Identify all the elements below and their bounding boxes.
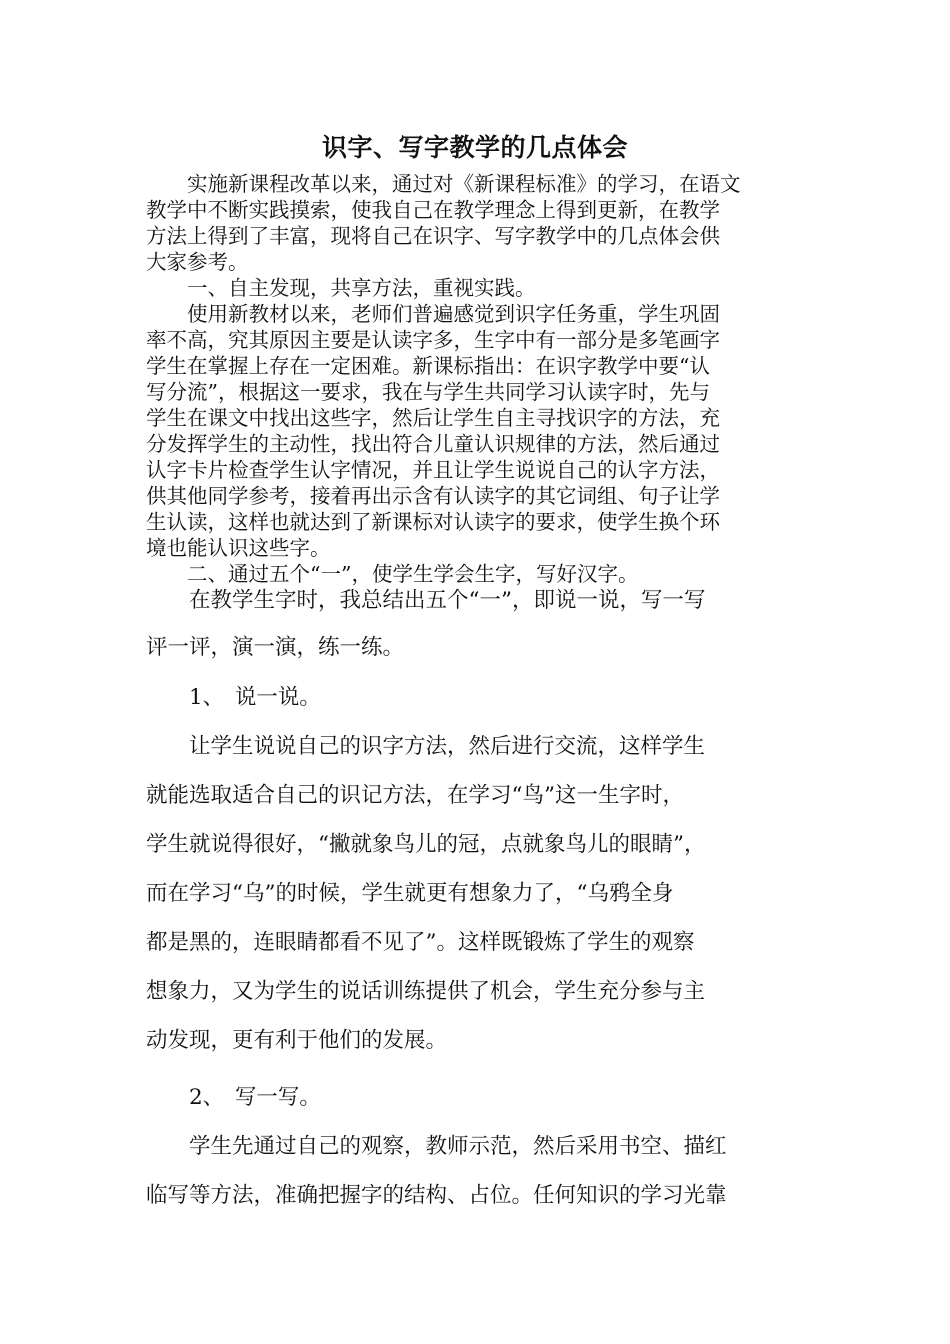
- document-title: 识字、写字教学的几点体会: [321, 133, 628, 162]
- paragraph-line: 率不高，究其原因主要是认读字多，生字中有一部分是多笔画字: [146, 328, 720, 352]
- section-heading-1: 一、自主发现，共享方法，重视实践。: [146, 276, 536, 300]
- subsection-heading-1: 1、 说一说。: [146, 685, 321, 710]
- paragraph-line: 评一评，演一演，练一练。: [146, 635, 405, 660]
- paragraph-line: 临写等方法，准确把握字的结构、占位。任何知识的学习光靠: [146, 1183, 727, 1208]
- paragraph-line: 大家参考。: [146, 250, 249, 274]
- paragraph-line: 境也能认识这些字。: [146, 536, 331, 560]
- paragraph-line: 学生在课文中找出这些字，然后让学生自主寻找识字的方法，充: [146, 406, 720, 430]
- paragraph-line: 认字卡片检查学生认字情况，并且让学生说说自己的认字方法，: [146, 458, 720, 482]
- subsection-heading-2: 2、 写一写。: [146, 1085, 321, 1110]
- paragraph-line: 写分流”，根据这一要求，我在与学生共同学习认读字时，先与: [146, 380, 710, 404]
- paragraph-line: 在教学生字时，我总结出五个“一”，即说一说，写一写: [146, 588, 706, 613]
- paragraph-line: 教学中不断实践摸索，使我自己在教学理念上得到更新，在教学: [146, 198, 720, 222]
- paragraph-line: 就能选取适合自己的识记方法，在学习“鸟”这一生字时，: [146, 783, 684, 808]
- paragraph-line: 想象力，又为学生的说话训练提供了机会，学生充分参与主: [146, 979, 706, 1004]
- paragraph-line: 分发挥学生的主动性，找出符合儿童认识规律的方法，然后通过: [146, 432, 720, 456]
- section-heading-2: 二、通过五个“一”，使学生学会生字，写好汉字。: [146, 562, 639, 586]
- paragraph-line: 学生就说得很好，“撇就象鸟儿的冠，点就象鸟儿的眼睛”，: [146, 832, 706, 857]
- paragraph-line: 使用新教材以来，老师们普遍感觉到识字任务重，学生巩固: [146, 302, 720, 326]
- paragraph-line: 学生先通过自己的观察，教师示范，然后采用书空、描红: [146, 1134, 727, 1159]
- paragraph-line: 供其他同学参考，接着再出示含有认读字的其它词组、句子让学: [146, 484, 720, 508]
- paragraph-line: 生认读，这样也就达到了新课标对认读字的要求，使学生换个环: [146, 510, 720, 534]
- paragraph-line: 实施新课程改革以来，通过对《新课程标准》的学习，在语文: [146, 172, 741, 196]
- paragraph-line: 方法上得到了丰富，现将自己在识字、写字教学中的几点体会供: [146, 224, 720, 248]
- paragraph-line: 学生在掌握上存在一定困难。新课标指出：在识字教学中要“认: [146, 354, 710, 378]
- paragraph-line: 都是黑的，连眼睛都看不见了”。这样既锻炼了学生的观察: [146, 930, 695, 955]
- paragraph-line: 而在学习“乌”的时候，学生就更有想象力了，“乌鸦全身: [146, 881, 674, 906]
- paragraph-line: 动发现，更有利于他们的发展。: [146, 1028, 448, 1053]
- paragraph-line: 让学生说说自己的识字方法，然后进行交流，这样学生: [146, 734, 706, 759]
